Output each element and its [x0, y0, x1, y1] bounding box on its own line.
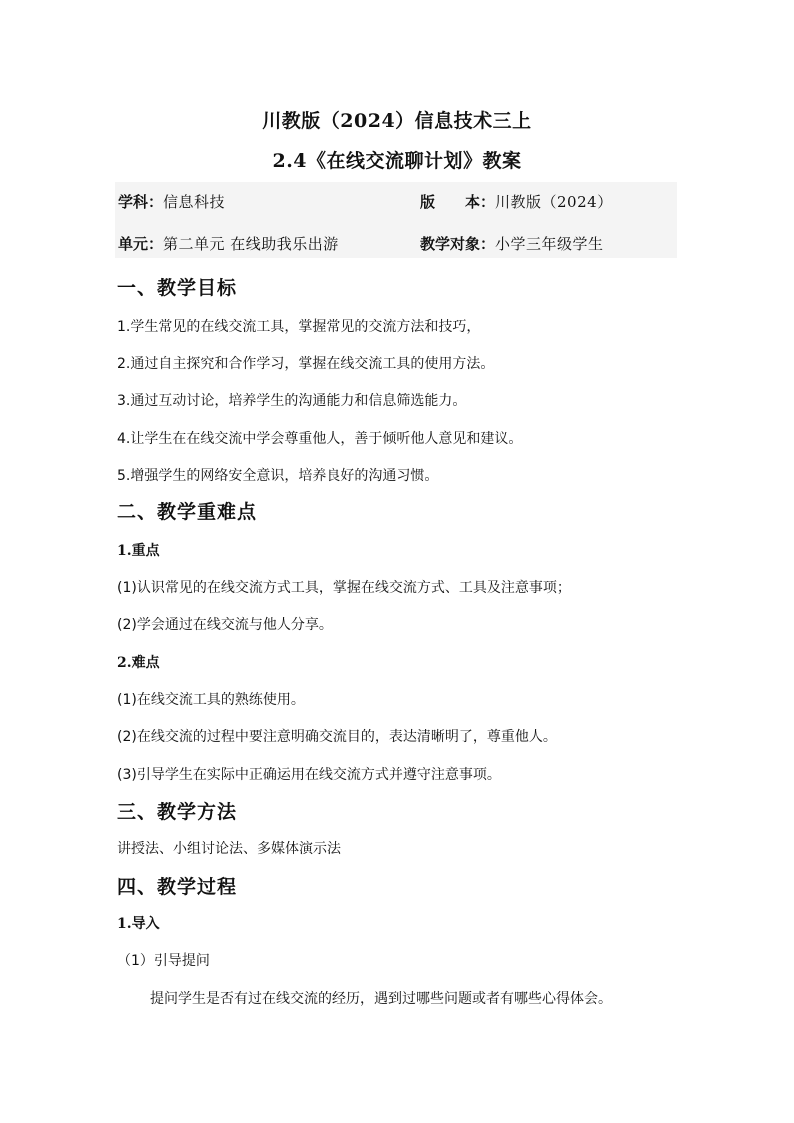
process-paragraph: 提问学生是否有过在线交流的经历，遇到过哪些问题或者有哪些心得体会。: [150, 991, 612, 1007]
focus-item: (1)认识常见的在线交流方式工具，掌握在线交流方式、工具及注意事项；: [117, 580, 571, 596]
goal-item: 4.让学生在在线交流中学会尊重他人，善于倾听他人意见和建议。: [117, 431, 523, 447]
document-title: 川教版（2024）信息技术三上: [262, 110, 532, 132]
goal-item: 5.增强学生的网络安全意识，培养良好的沟通习惯。: [117, 468, 439, 484]
audience-label: 教学对象：: [420, 235, 496, 253]
subject-value: 信息科技: [163, 193, 226, 211]
unit-label: 单元：: [118, 235, 164, 253]
edition-cell: [420, 191, 613, 212]
subject-label: 学科：: [118, 193, 164, 211]
goal-item: 1.学生常见的在线交流工具，掌握常见的交流方法和技巧，: [117, 319, 481, 335]
difficulty-item: (1)在线交流工具的熟练使用。: [117, 692, 305, 708]
difficulty-heading: 2.难点: [117, 655, 160, 671]
difficulty-item: (3)引导学生在实际中正确运用在线交流方式并遵守注意事项。: [117, 767, 501, 783]
section-heading-key-points: 二、教学重难点: [117, 501, 258, 523]
edition-value: 川教版（2024）: [495, 193, 613, 211]
document-subtitle: 2.4《在线交流聊计划》教案: [272, 150, 522, 172]
difficulty-item: (2)在线交流的过程中要注意明确交流目的，表达清晰明了，尊重他人。: [117, 729, 557, 745]
focus-item: (2)学会通过在线交流与他人分享。: [117, 617, 333, 633]
section-heading-methods: 三、教学方法: [117, 801, 238, 823]
focus-heading: 1.重点: [117, 543, 160, 559]
goal-item: 3.通过互动讨论，培养学生的沟通能力和信息筛选能力。: [117, 393, 467, 409]
goal-item: 2.通过自主探究和合作学习，掌握在线交流工具的使用方法。: [117, 356, 495, 372]
sub-heading-question: （1）引导提问: [117, 953, 210, 969]
methods-text: 讲授法、小组讨论法、多媒体演示法: [117, 841, 341, 857]
info-table: [115, 182, 677, 258]
edition-label: 版 本：: [420, 193, 496, 211]
subject-cell: [118, 191, 225, 212]
section-heading-goals: 一、教学目标: [117, 277, 238, 299]
audience-value: 小学三年级学生: [495, 235, 604, 253]
unit-value: 第二单元 在线助我乐出游: [163, 235, 339, 253]
unit-cell: [118, 233, 339, 254]
section-heading-process: 四、教学过程: [117, 876, 238, 898]
audience-cell: [420, 233, 604, 254]
intro-heading: 1.导入: [117, 916, 160, 932]
